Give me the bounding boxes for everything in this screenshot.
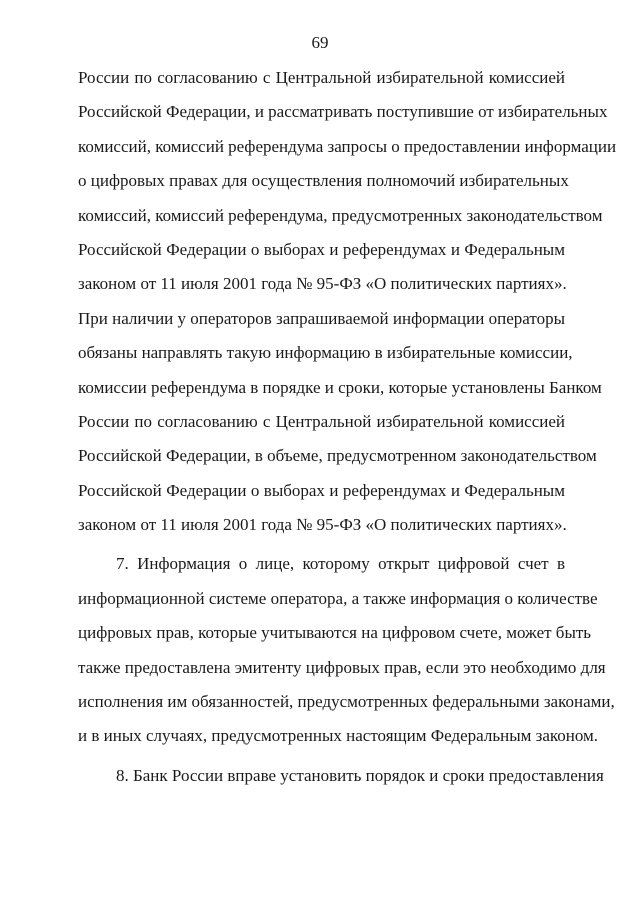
text-line: России по согласованию с Центральной избирательной комиссией: [78, 411, 565, 431]
paragraph-7-first-line: 7. Информация о лице, которому открыт цифровой счет в: [116, 554, 565, 574]
text-line: Российской Федерации о выборах и референдумах и Федеральным: [78, 480, 565, 500]
text-line: При наличии у операторов запрашиваемой информации операторы: [78, 308, 565, 328]
text-line: Российской Федерации, и рассматривать поступившие от избирательных: [78, 102, 608, 122]
text-line: цифровых прав, которые учитываются на цифровом счете, может быть: [78, 623, 592, 643]
text-line: законом от 11 июля 2001 года № 95-ФЗ «О политических партиях».: [78, 274, 567, 294]
text-line: обязаны направлять такую информацию в избирательные комиссии,: [78, 343, 573, 363]
text-line: законом от 11 июля 2001 года № 95-ФЗ «О политических партиях».: [78, 515, 567, 535]
text-line: также предоставлена эмитенту цифровых прав, если это необходимо для: [78, 657, 606, 677]
document-body: [78, 61, 617, 793]
page-number: 69: [311, 33, 329, 52]
text-line: комиссий, комиссий референдума запросы о предоставлении информации: [78, 136, 617, 156]
text-line: информационной системе оператора, а также информация о количестве: [78, 588, 598, 608]
text-line: комиссий, комиссий референдума, предусмотренных законодательством: [78, 205, 603, 225]
text-line: о цифровых правах для осуществления полномочий избирательных: [78, 171, 569, 191]
text-line: России по согласованию с Центральной избирательной комиссией: [78, 68, 565, 87]
paragraph-8-first-line: 8. Банк России вправе установить порядок и сроки предоставления: [116, 765, 604, 785]
text-line: комиссии референдума в порядке и сроки, которые установлены Банком: [78, 377, 602, 397]
text-line: Российской Федерации, в объеме, предусмотренном законодательством: [78, 446, 597, 466]
text-line: и в иных случаях, предусмотренных настоящим Федеральным законом.: [78, 726, 599, 746]
text-line: Российской Федерации о выборах и референдумах и Федеральным: [78, 239, 565, 259]
text-line: исполнения им обязанностей, предусмотренных федеральными законами,: [78, 692, 615, 712]
